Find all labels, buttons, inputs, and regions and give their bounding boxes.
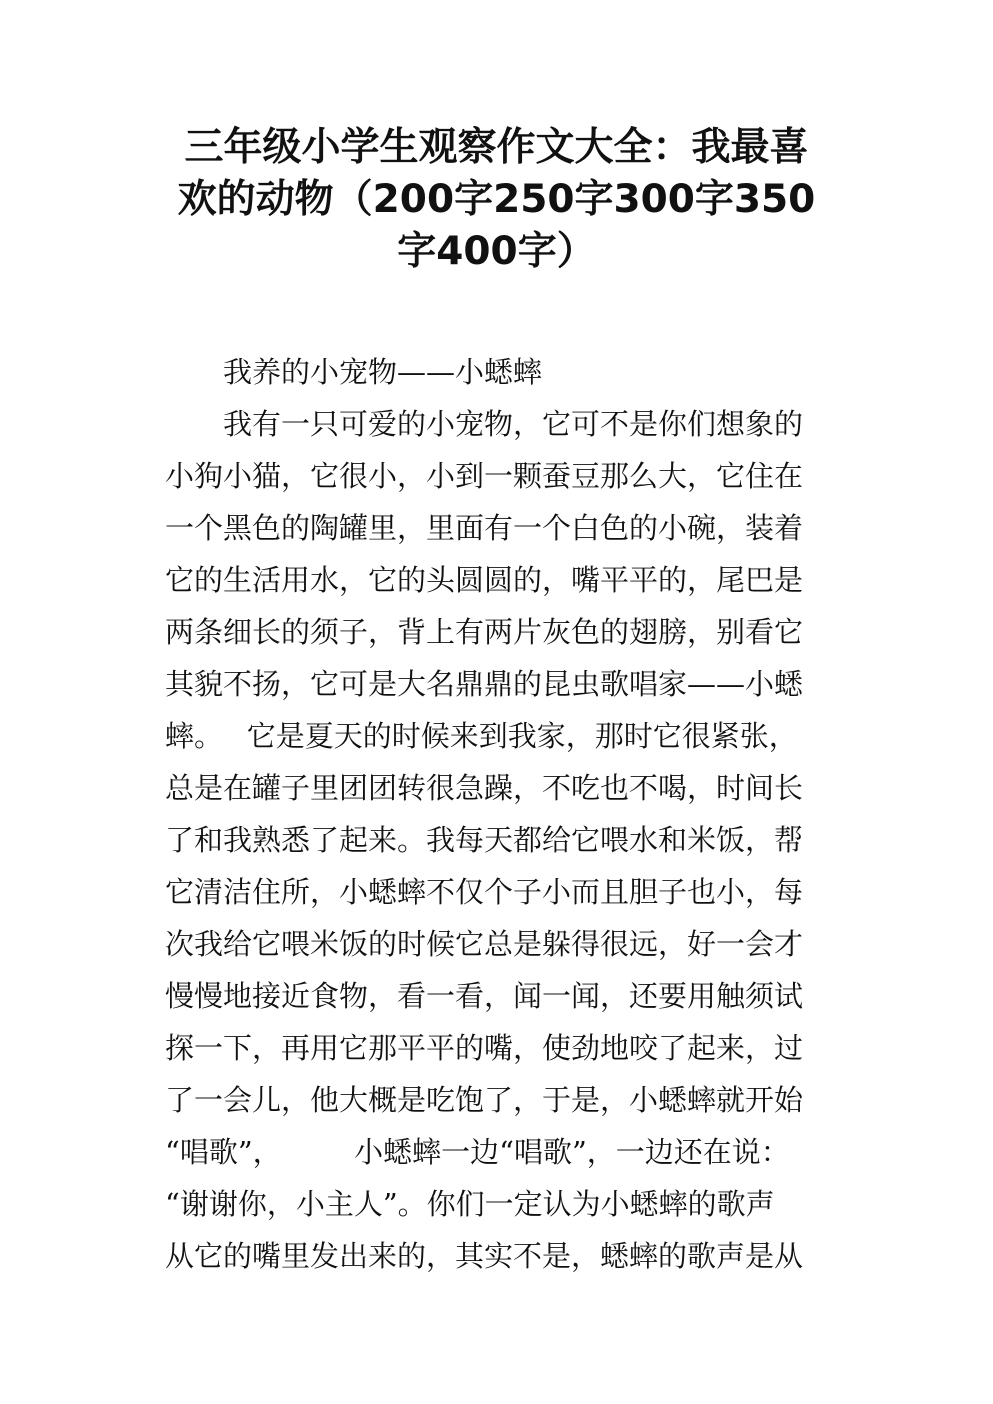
body-line: 总是在罐子里团团转很急躁，不吃也不喝，时间长 <box>165 771 804 805</box>
body-line: 次我给它喂米饭的时候它总是躲得很远，好一会才 <box>165 927 804 961</box>
title-line: 字400字） <box>397 229 596 274</box>
body-line: 蟀。 它是夏天的时候来到我家，那时它很紧张， <box>165 719 798 753</box>
body-line: 其貌不扬，它可是大名鼎鼎的昆虫歌唱家——小蟋 <box>165 667 804 701</box>
body-line: 两条细长的须子，背上有两片灰色的翅膀，别看它 <box>165 615 804 649</box>
body-line: 它的生活用水，它的头圆圆的，嘴平平的，尾巴是 <box>165 563 804 597</box>
body-line: “谢谢你，小主人”。你们一定认为小蟋蟀的歌声 <box>165 1187 775 1221</box>
body-line: “唱歌”， 小蟋蟀一边“唱歌”，一边还在说： <box>165 1135 790 1169</box>
document-body <box>165 346 830 1282</box>
title-line: 三年级小学生观察作文大全：我最喜 <box>184 125 809 170</box>
body-line: 它清洁住所，小蟋蟀不仅个子小而且胆子也小，每 <box>165 875 804 909</box>
document-title <box>120 122 873 278</box>
body-line: 我有一只可爱的小宠物，它可不是你们想象的 <box>223 407 804 441</box>
body-line: 慢慢地接近食物，看一看，闻一闻，还要用触须试 <box>165 979 804 1013</box>
title-line: 欢的动物（200字250字300字350 <box>177 177 816 222</box>
body-line: 了和我熟悉了起来。我每天都给它喂水和米饭，帮 <box>165 823 804 857</box>
body-line: 一个黑色的陶罐里，里面有一个白色的小碗，装着 <box>165 511 804 545</box>
body-line: 探一下，再用它那平平的嘴，使劲地咬了起来，过 <box>165 1031 804 1065</box>
essay-subtitle: 我养的小宠物——小蟋蟀 <box>223 355 543 389</box>
body-line: 小狗小猫，它很小，小到一颗蚕豆那么大，它住在 <box>165 459 804 493</box>
body-line: 从它的嘴里发出来的，其实不是，蟋蟀的歌声是从 <box>165 1239 804 1273</box>
body-line: 了一会儿，他大概是吃饱了，于是，小蟋蟀就开始 <box>165 1083 804 1117</box>
